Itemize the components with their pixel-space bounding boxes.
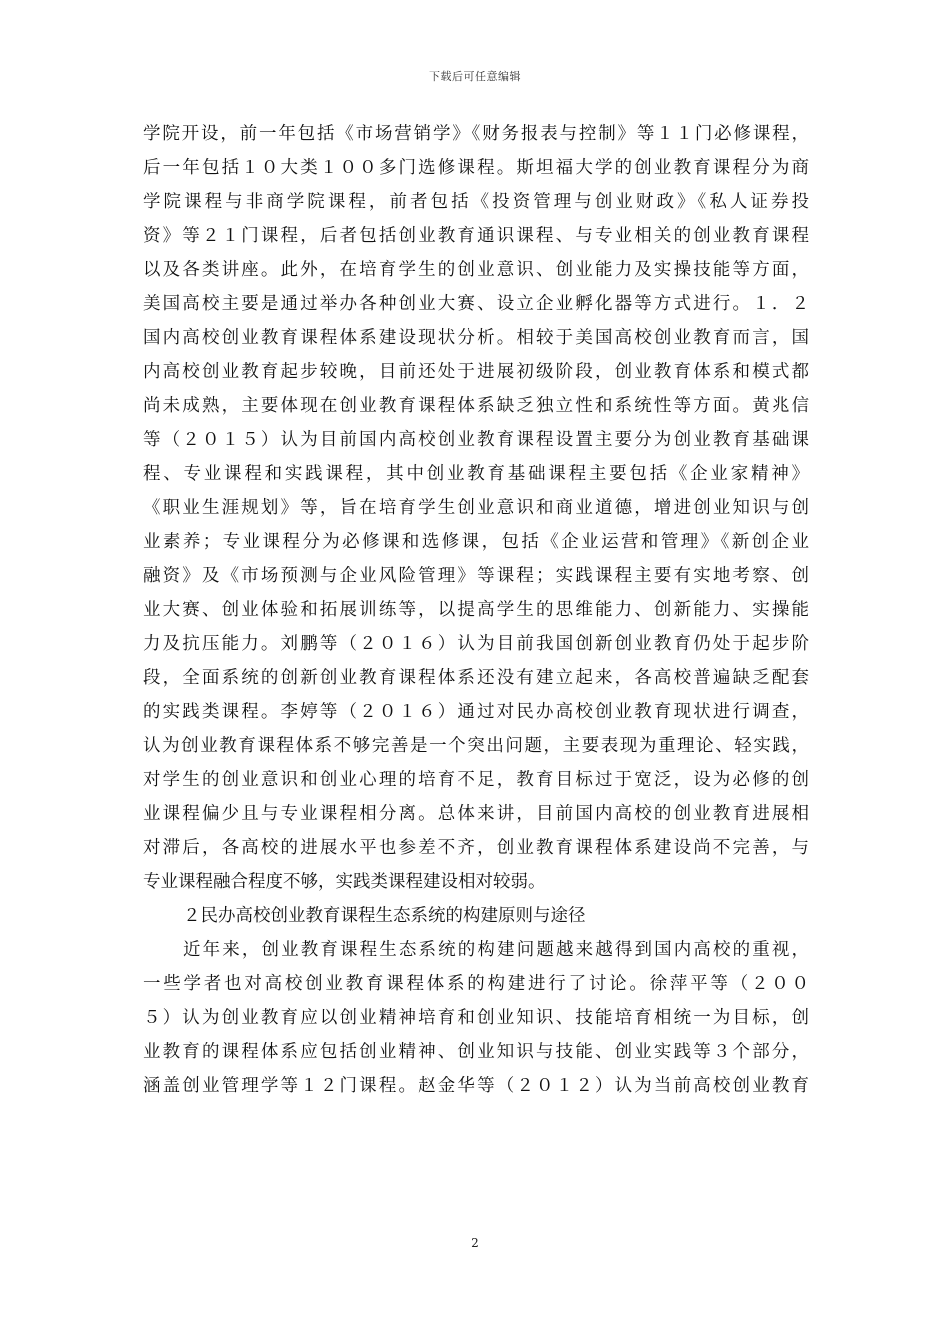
document-body bbox=[143, 117, 809, 1103]
section-heading: ２民办高校创业教育课程生态系统的构建原则与途径 bbox=[183, 906, 586, 926]
text-line: 资》等２１门课程，后者包括创业教育通识课程、与专业相关的创业教育课程 bbox=[143, 226, 809, 246]
text-line: 美国高校主要是通过举办各种创业大赛、设立企业孵化器等方式进行。１．２ bbox=[143, 294, 809, 314]
paragraph-2 bbox=[143, 933, 809, 1103]
text-line: 一些学者也对高校创业教育课程体系的构建进行了讨论。徐萍平等（２００ bbox=[143, 974, 809, 994]
text-line: 业教育的课程体系应包括创业精神、创业知识与技能、创业实践等３个部分， bbox=[143, 1042, 809, 1062]
text-line: 的实践类课程。李婷等（２０１６）通过对民办高校创业教育现状进行调查， bbox=[143, 702, 809, 722]
text-line: 内高校创业教育起步较晚，目前还处于进展初级阶段，创业教育体系和模式都 bbox=[143, 362, 809, 382]
text-line: 段，全面系统的创新创业教育课程体系还没有建立起来，各高校普遍缺乏配套 bbox=[143, 668, 809, 688]
text-line: 力及抗压能力。刘鹏等（２０１６）认为目前我国创新创业教育仍处于起步阶 bbox=[143, 634, 809, 654]
text-line: 学院课程与非商学院课程，前者包括《投资管理与创业财政》《私人证券投 bbox=[143, 192, 809, 212]
text-line: 程、专业课程和实践课程，其中创业教育基础课程主要包括《企业家精神》 bbox=[143, 464, 809, 484]
text-line: 融资》及《市场预测与企业风险管理》等课程；实践课程主要有实地考察、创 bbox=[143, 566, 809, 586]
text-line: 认为创业教育课程体系不够完善是一个突出问题，主要表现为重理论、轻实践， bbox=[143, 736, 809, 756]
text-line: 近年来，创业教育课程生态系统的构建问题越来越得到国内高校的重视， bbox=[183, 940, 809, 960]
page-number: 2 bbox=[471, 1236, 479, 1250]
text-line: 后一年包括１０大类１００多门选修课程。斯坦福大学的创业教育课程分为商 bbox=[143, 158, 809, 178]
text-line: 国内高校创业教育课程体系建设现状分析。相较于美国高校创业教育而言，国 bbox=[143, 328, 809, 348]
text-line: 专业课程融合程度不够，实践类课程建设相对较弱。 bbox=[143, 872, 546, 892]
text-line: 尚未成熟，主要体现在创业教育课程体系缺乏独立性和系统性等方面。黄兆信 bbox=[143, 396, 809, 416]
text-line: 对学生的创业意识和创业心理的培育不足，教育目标过于宽泛，设为必修的创 bbox=[143, 770, 809, 790]
text-line: 业素养；专业课程分为必修课和选修课，包括《企业运营和管理》《新创企业 bbox=[143, 532, 809, 552]
text-line: 学院开设，前一年包括《市场营销学》《财务报表与控制》等１１门必修课程， bbox=[143, 124, 809, 144]
text-line: 《职业生涯规划》等，旨在培育学生创业意识和商业道德，增进创业知识与创 bbox=[143, 498, 809, 518]
text-line: 业课程偏少且与专业课程相分离。总体来讲，目前国内高校的创业教育进展相 bbox=[143, 804, 809, 824]
text-line: ５）认为创业教育应以创业精神培育和创业知识、技能培育相统一为目标，创 bbox=[143, 1008, 809, 1028]
paragraph-1 bbox=[143, 117, 809, 899]
page-header: 下载后可任意编辑 bbox=[429, 70, 521, 83]
text-line: 以及各类讲座。此外，在培育学生的创业意识、创业能力及实操技能等方面， bbox=[143, 260, 809, 280]
text-line: 对滞后，各高校的进展水平也参差不齐，创业教育课程体系建设尚不完善，与 bbox=[143, 838, 809, 858]
text-line: 业大赛、创业体验和拓展训练等，以提高学生的思维能力、创新能力、实操能 bbox=[143, 600, 809, 620]
text-line: 等（２０１５）认为目前国内高校创业教育课程设置主要分为创业教育基础课 bbox=[143, 430, 809, 450]
text-line: 涵盖创业管理学等１２门课程。赵金华等（２０１２）认为当前高校创业教育 bbox=[143, 1076, 809, 1096]
